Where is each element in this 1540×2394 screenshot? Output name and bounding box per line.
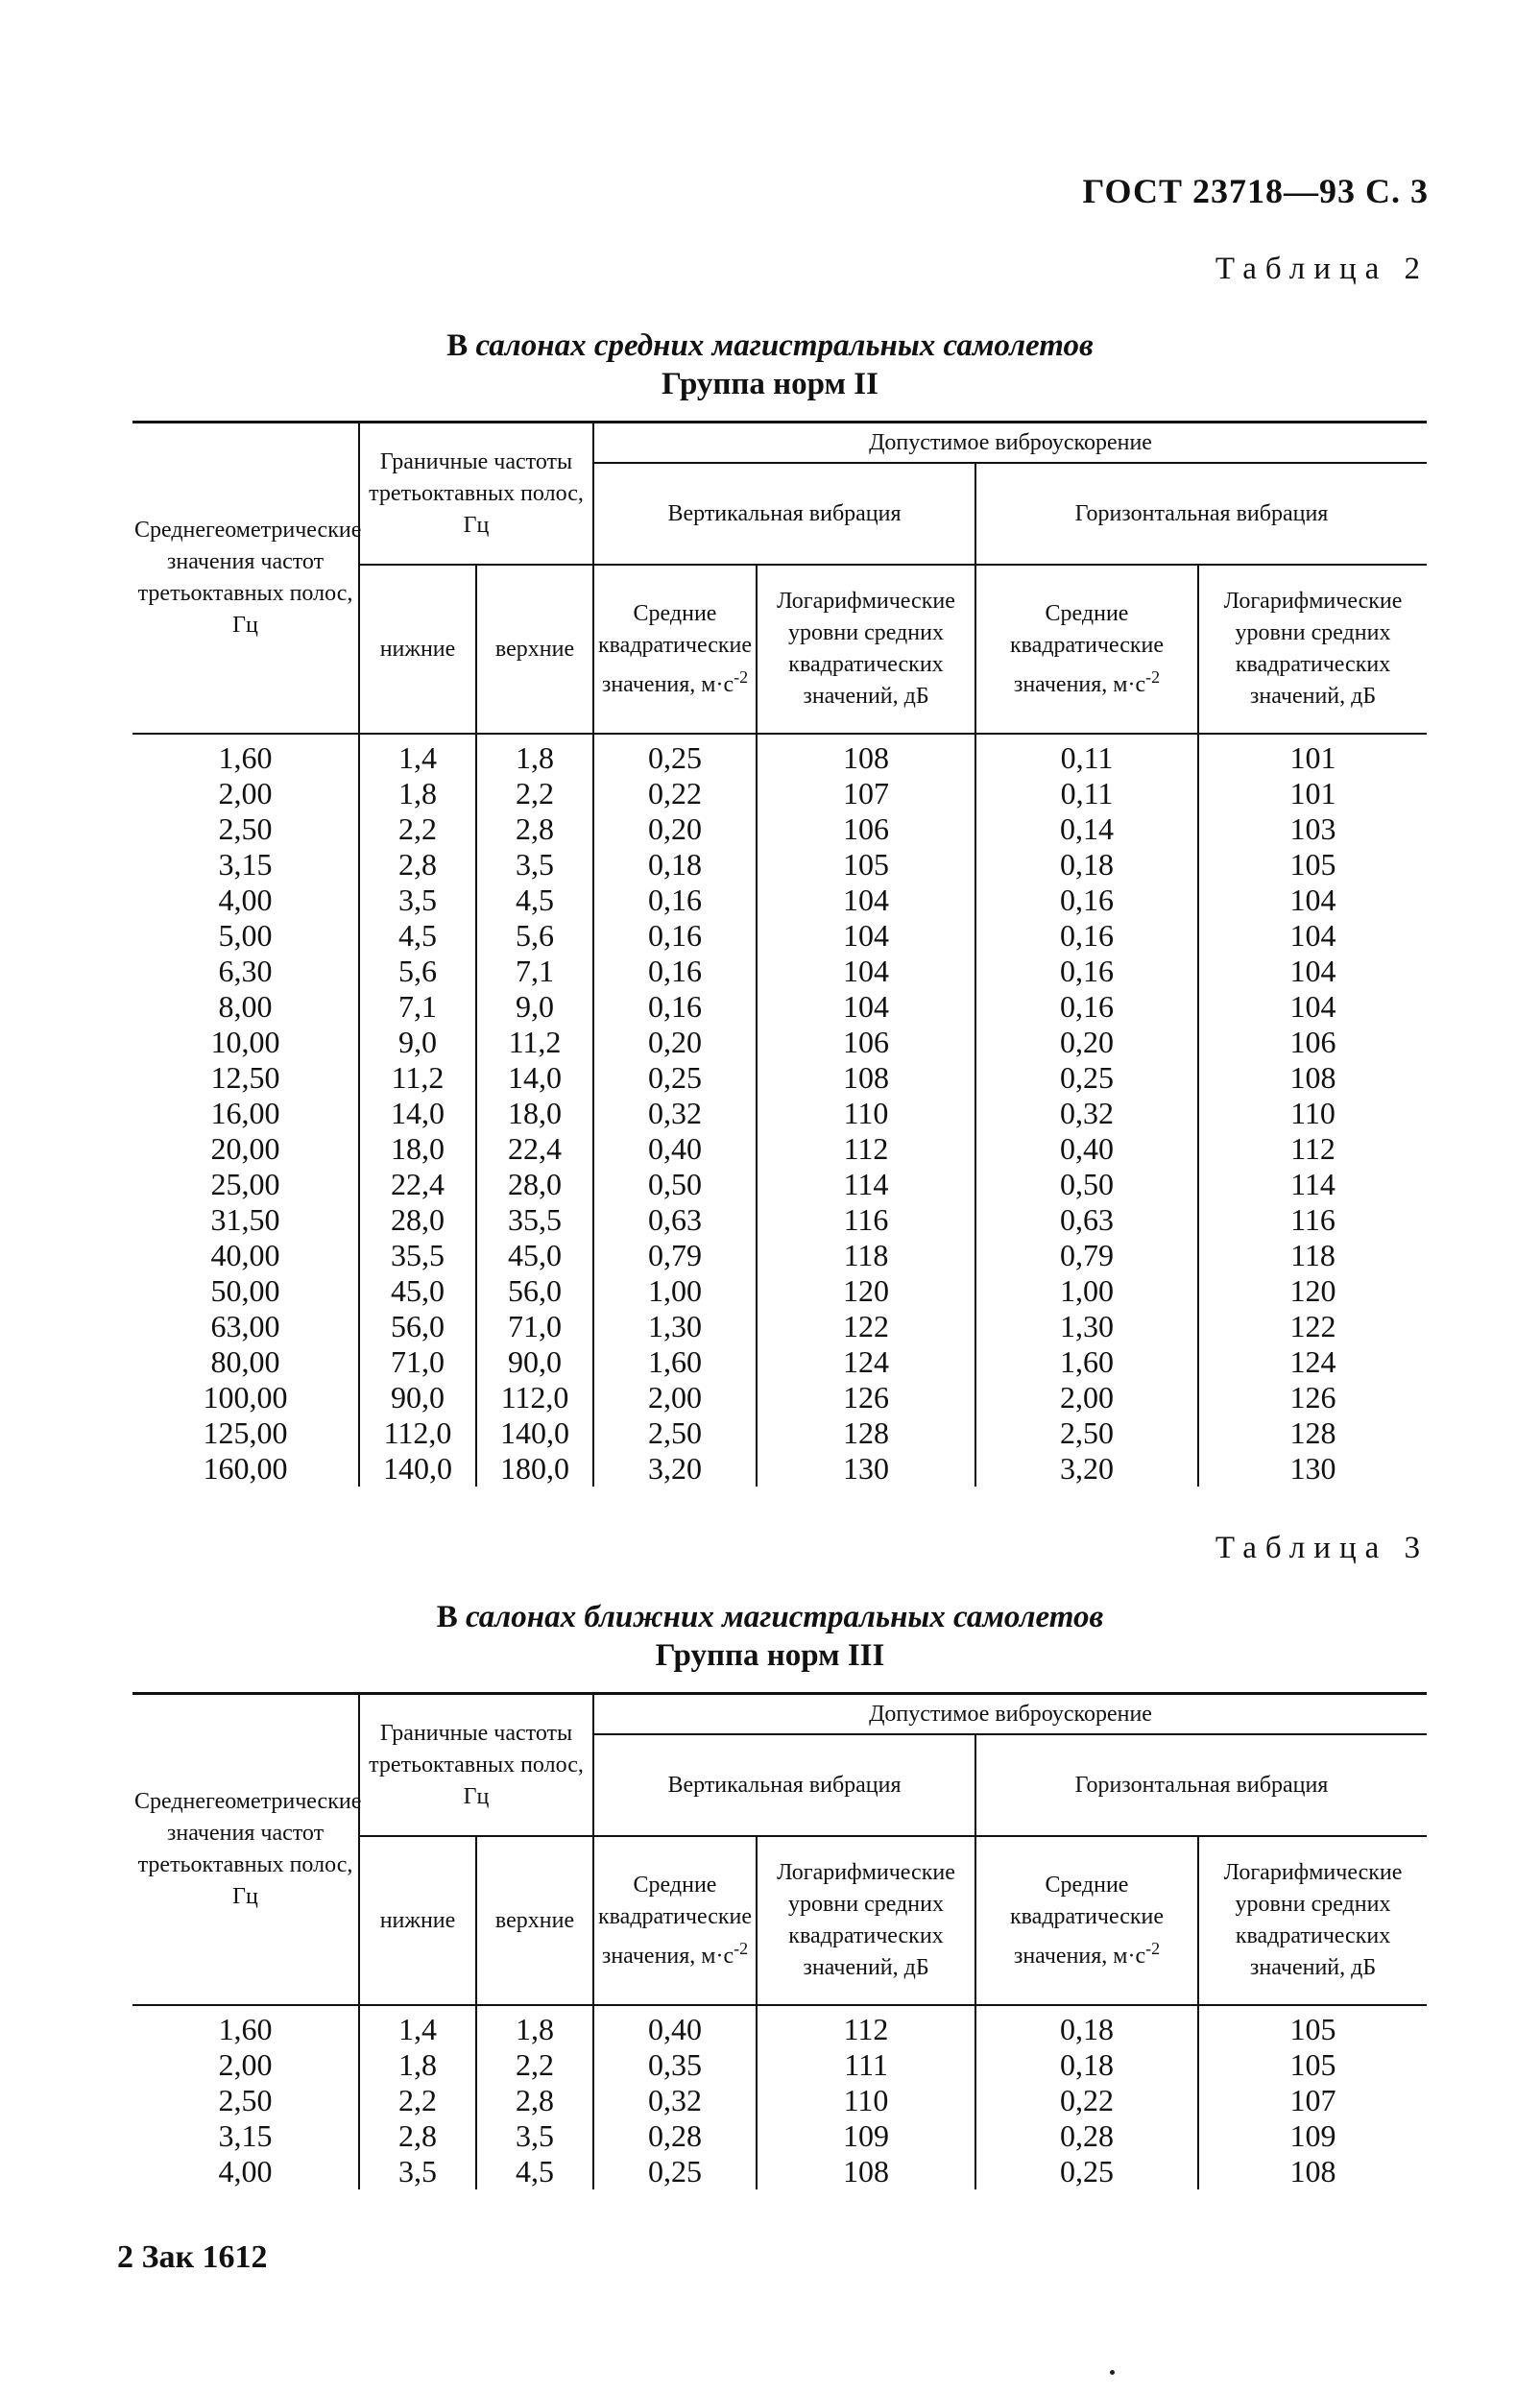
table-row bbox=[132, 1309, 1427, 1344]
v-mean-cell: 1,60 bbox=[593, 1344, 757, 1380]
col-header-horizontal: Горизонтальная вибрация bbox=[975, 463, 1427, 565]
v-log-cell: 118 bbox=[757, 1238, 975, 1273]
lower-cell: 1,8 bbox=[359, 2047, 476, 2083]
upper-cell: 5,6 bbox=[476, 918, 593, 954]
v-log-cell: 104 bbox=[757, 918, 975, 954]
v-log-cell: 109 bbox=[757, 2118, 975, 2154]
v-log-cell: 116 bbox=[757, 1202, 975, 1238]
upper-cell: 3,5 bbox=[476, 847, 593, 883]
lower-cell: 5,6 bbox=[359, 954, 476, 989]
table-row bbox=[132, 2154, 1427, 2189]
table-row bbox=[132, 811, 1427, 847]
table-3-title bbox=[0, 1598, 1540, 1675]
h-log-cell: 116 bbox=[1198, 1202, 1427, 1238]
v-mean-cell: 3,20 bbox=[593, 1451, 757, 1487]
v-log-cell: 106 bbox=[757, 1025, 975, 1060]
v-log-cell: 105 bbox=[757, 847, 975, 883]
lower-cell: 71,0 bbox=[359, 1344, 476, 1380]
h-mean-cell: 0,32 bbox=[975, 1096, 1198, 1131]
v-mean-cell: 0,79 bbox=[593, 1238, 757, 1273]
v-mean-text: Средние квадратические значения, м·с bbox=[597, 1872, 753, 1969]
v-mean-cell: 0,25 bbox=[593, 734, 757, 776]
lower-cell: 1,4 bbox=[359, 734, 476, 776]
v-mean-cell: 0,28 bbox=[593, 2118, 757, 2154]
freq-cell: 12,50 bbox=[132, 1060, 359, 1096]
freq-cell: 20,00 bbox=[132, 1131, 359, 1167]
table-2-body bbox=[132, 734, 1427, 1487]
lower-cell: 2,8 bbox=[359, 847, 476, 883]
h-mean-unit-power: -2 bbox=[1145, 666, 1161, 687]
lower-cell: 35,5 bbox=[359, 1238, 476, 1273]
upper-cell: 2,8 bbox=[476, 811, 593, 847]
v-log-cell: 106 bbox=[757, 811, 975, 847]
table-row bbox=[132, 918, 1427, 954]
h-mean-cell: 2,00 bbox=[975, 1380, 1198, 1415]
v-log-cell: 104 bbox=[757, 954, 975, 989]
upper-cell: 4,5 bbox=[476, 2154, 593, 2189]
col-header-horizontal: Горизонтальная вибрация bbox=[975, 1734, 1427, 1836]
v-log-cell: 130 bbox=[757, 1451, 975, 1487]
lower-cell: 22,4 bbox=[359, 1167, 476, 1202]
table-row bbox=[132, 1025, 1427, 1060]
lower-cell: 1,8 bbox=[359, 776, 476, 811]
freq-cell: 3,15 bbox=[132, 847, 359, 883]
v-mean-cell: 0,40 bbox=[593, 1131, 757, 1167]
table-3-title-prefix: В bbox=[436, 1600, 458, 1634]
v-mean-cell: 0,32 bbox=[593, 1096, 757, 1131]
v-mean-cell: 0,20 bbox=[593, 1025, 757, 1060]
freq-cell: 6,30 bbox=[132, 954, 359, 989]
table-row bbox=[132, 1060, 1427, 1096]
v-log-cell: 112 bbox=[757, 2005, 975, 2047]
table-row bbox=[132, 1415, 1427, 1451]
col-header-lower: нижние bbox=[359, 1836, 476, 2005]
h-mean-cell: 0,63 bbox=[975, 1202, 1198, 1238]
upper-cell: 18,0 bbox=[476, 1096, 593, 1131]
freq-cell: 40,00 bbox=[132, 1238, 359, 1273]
v-log-cell: 104 bbox=[757, 883, 975, 918]
upper-cell: 180,0 bbox=[476, 1451, 593, 1487]
col-header-v-log: Логарифмические уровни средних квадратических значений, дБ bbox=[757, 1836, 975, 2005]
col-header-v-mean bbox=[593, 565, 757, 734]
upper-cell: 9,0 bbox=[476, 989, 593, 1025]
v-log-cell: 128 bbox=[757, 1415, 975, 1451]
table-2-title bbox=[0, 326, 1540, 403]
v-mean-cell: 2,00 bbox=[593, 1380, 757, 1415]
col-header-allowed-accel: Допустимое виброускорение bbox=[593, 1694, 1427, 1735]
h-log-cell: 104 bbox=[1198, 989, 1427, 1025]
freq-cell: 25,00 bbox=[132, 1167, 359, 1202]
col-header-allowed-accel: Допустимое виброускорение bbox=[593, 423, 1427, 464]
lower-cell: 112,0 bbox=[359, 1415, 476, 1451]
table-row bbox=[132, 2047, 1427, 2083]
freq-cell: 10,00 bbox=[132, 1025, 359, 1060]
h-log-cell: 124 bbox=[1198, 1344, 1427, 1380]
h-log-cell: 128 bbox=[1198, 1415, 1427, 1451]
h-mean-cell: 0,40 bbox=[975, 1131, 1198, 1167]
lower-cell: 18,0 bbox=[359, 1131, 476, 1167]
v-mean-cell: 0,22 bbox=[593, 776, 757, 811]
freq-cell: 2,00 bbox=[132, 776, 359, 811]
table-3 bbox=[132, 1692, 1427, 2189]
upper-cell: 45,0 bbox=[476, 1238, 593, 1273]
table-3-label: Таблица 3 bbox=[1215, 1531, 1429, 1565]
v-mean-cell: 1,30 bbox=[593, 1309, 757, 1344]
v-log-cell: 126 bbox=[757, 1380, 975, 1415]
footer-note: 2 Зак 1612 bbox=[117, 2239, 268, 2275]
v-mean-cell: 2,50 bbox=[593, 1415, 757, 1451]
v-log-cell: 104 bbox=[757, 989, 975, 1025]
table-row bbox=[132, 2005, 1427, 2047]
h-mean-cell: 1,30 bbox=[975, 1309, 1198, 1344]
h-mean-cell: 2,50 bbox=[975, 1415, 1198, 1451]
freq-cell: 3,15 bbox=[132, 2118, 359, 2154]
h-mean-cell: 0,50 bbox=[975, 1167, 1198, 1202]
v-log-cell: 108 bbox=[757, 734, 975, 776]
table-row bbox=[132, 2118, 1427, 2154]
h-log-cell: 104 bbox=[1198, 918, 1427, 954]
freq-cell: 160,00 bbox=[132, 1451, 359, 1487]
upper-cell: 2,8 bbox=[476, 2083, 593, 2118]
lower-cell: 9,0 bbox=[359, 1025, 476, 1060]
h-mean-text: Средние квадратические значения, м·с bbox=[1009, 1872, 1165, 1969]
table-row bbox=[132, 1096, 1427, 1131]
lower-cell: 140,0 bbox=[359, 1451, 476, 1487]
upper-cell: 35,5 bbox=[476, 1202, 593, 1238]
v-mean-cell: 0,16 bbox=[593, 989, 757, 1025]
col-header-frequency: Среднегеометрические значения частот третьоктавных полос, Гц bbox=[132, 1694, 359, 2006]
v-mean-cell: 0,40 bbox=[593, 2005, 757, 2047]
col-header-frequency: Среднегеометрические значения частот третьоктавных полос, Гц bbox=[132, 423, 359, 735]
freq-cell: 1,60 bbox=[132, 2005, 359, 2047]
table-row bbox=[132, 847, 1427, 883]
v-log-cell: 124 bbox=[757, 1344, 975, 1380]
v-mean-cell: 0,35 bbox=[593, 2047, 757, 2083]
freq-cell: 2,00 bbox=[132, 2047, 359, 2083]
freq-cell: 31,50 bbox=[132, 1202, 359, 1238]
h-mean-cell: 0,18 bbox=[975, 2005, 1198, 2047]
v-mean-cell: 1,00 bbox=[593, 1273, 757, 1309]
h-mean-cell: 0,25 bbox=[975, 1060, 1198, 1096]
freq-cell: 4,00 bbox=[132, 2154, 359, 2189]
lower-cell: 11,2 bbox=[359, 1060, 476, 1096]
lower-cell: 7,1 bbox=[359, 989, 476, 1025]
h-mean-cell: 0,28 bbox=[975, 2118, 1198, 2154]
lower-cell: 56,0 bbox=[359, 1309, 476, 1344]
v-log-cell: 110 bbox=[757, 2083, 975, 2118]
upper-cell: 7,1 bbox=[476, 954, 593, 989]
h-log-cell: 101 bbox=[1198, 776, 1427, 811]
upper-cell: 2,2 bbox=[476, 2047, 593, 2083]
h-mean-cell: 0,25 bbox=[975, 2154, 1198, 2189]
h-mean-cell: 0,11 bbox=[975, 776, 1198, 811]
table-3-subtitle: Группа норм III bbox=[655, 1638, 885, 1673]
h-mean-unit-power: -2 bbox=[1145, 1938, 1161, 1958]
upper-cell: 56,0 bbox=[476, 1273, 593, 1309]
upper-cell: 14,0 bbox=[476, 1060, 593, 1096]
upper-cell: 3,5 bbox=[476, 2118, 593, 2154]
h-mean-cell: 0,11 bbox=[975, 734, 1198, 776]
col-header-boundary-freq: Граничные частоты третьоктавных полос, Гц bbox=[359, 1694, 593, 1837]
page-header-standard: ГОСТ 23718—93 С. 3 bbox=[1082, 172, 1429, 210]
h-log-cell: 118 bbox=[1198, 1238, 1427, 1273]
v-log-cell: 120 bbox=[757, 1273, 975, 1309]
freq-cell: 5,00 bbox=[132, 918, 359, 954]
upper-cell: 1,8 bbox=[476, 2005, 593, 2047]
h-log-cell: 126 bbox=[1198, 1380, 1427, 1415]
lower-cell: 2,8 bbox=[359, 2118, 476, 2154]
freq-cell: 2,50 bbox=[132, 811, 359, 847]
h-log-cell: 122 bbox=[1198, 1309, 1427, 1344]
h-log-cell: 104 bbox=[1198, 954, 1427, 989]
h-mean-cell: 0,16 bbox=[975, 954, 1198, 989]
h-log-cell: 105 bbox=[1198, 2047, 1427, 2083]
freq-cell: 8,00 bbox=[132, 989, 359, 1025]
table-row bbox=[132, 1167, 1427, 1202]
h-mean-text: Средние квадратические значения, м·с bbox=[1009, 600, 1165, 697]
v-mean-cell: 0,16 bbox=[593, 883, 757, 918]
h-log-cell: 109 bbox=[1198, 2118, 1427, 2154]
h-mean-cell: 0,16 bbox=[975, 989, 1198, 1025]
table-row bbox=[132, 954, 1427, 989]
freq-cell: 125,00 bbox=[132, 1415, 359, 1451]
table-row bbox=[132, 1344, 1427, 1380]
col-header-upper: верхние bbox=[476, 1836, 593, 2005]
v-log-cell: 114 bbox=[757, 1167, 975, 1202]
v-log-cell: 112 bbox=[757, 1131, 975, 1167]
table-3-title-main: салонах ближних магистральных самолетов bbox=[466, 1600, 1104, 1634]
table-2-subtitle: Группа норм II bbox=[662, 367, 878, 401]
v-log-cell: 108 bbox=[757, 1060, 975, 1096]
h-log-cell: 105 bbox=[1198, 847, 1427, 883]
col-header-upper: верхние bbox=[476, 565, 593, 734]
upper-cell: 22,4 bbox=[476, 1131, 593, 1167]
table-2-label: Таблица 2 bbox=[1215, 252, 1429, 286]
table-row bbox=[132, 734, 1427, 776]
v-mean-unit-power: -2 bbox=[734, 666, 749, 687]
h-mean-cell: 0,14 bbox=[975, 811, 1198, 847]
v-mean-cell: 0,63 bbox=[593, 1202, 757, 1238]
h-log-cell: 108 bbox=[1198, 2154, 1427, 2189]
upper-cell: 71,0 bbox=[476, 1309, 593, 1344]
upper-cell: 4,5 bbox=[476, 883, 593, 918]
table-row bbox=[132, 1273, 1427, 1309]
table-2-title-main: салонах средних магистральных самолетов bbox=[475, 328, 1094, 363]
v-log-cell: 111 bbox=[757, 2047, 975, 2083]
h-mean-cell: 0,79 bbox=[975, 1238, 1198, 1273]
h-mean-cell: 0,16 bbox=[975, 883, 1198, 918]
h-mean-cell: 1,00 bbox=[975, 1273, 1198, 1309]
upper-cell: 28,0 bbox=[476, 1167, 593, 1202]
col-header-h-log: Логарифмические уровни средних квадратических значений, дБ bbox=[1198, 565, 1427, 734]
h-log-cell: 101 bbox=[1198, 734, 1427, 776]
h-log-cell: 104 bbox=[1198, 883, 1427, 918]
lower-cell: 28,0 bbox=[359, 1202, 476, 1238]
h-mean-cell: 1,60 bbox=[975, 1344, 1198, 1380]
h-mean-cell: 0,18 bbox=[975, 2047, 1198, 2083]
h-log-cell: 112 bbox=[1198, 1131, 1427, 1167]
h-log-cell: 107 bbox=[1198, 2083, 1427, 2118]
v-mean-cell: 0,18 bbox=[593, 847, 757, 883]
lower-cell: 1,4 bbox=[359, 2005, 476, 2047]
v-mean-cell: 0,50 bbox=[593, 1167, 757, 1202]
table-3-body bbox=[132, 2005, 1427, 2189]
upper-cell: 1,8 bbox=[476, 734, 593, 776]
freq-cell: 2,50 bbox=[132, 2083, 359, 2118]
v-mean-cell: 0,32 bbox=[593, 2083, 757, 2118]
col-header-h-log: Логарифмические уровни средних квадратических значений, дБ bbox=[1198, 1836, 1427, 2005]
h-mean-cell: 0,18 bbox=[975, 847, 1198, 883]
table-row bbox=[132, 989, 1427, 1025]
v-mean-cell: 0,25 bbox=[593, 2154, 757, 2189]
v-log-cell: 107 bbox=[757, 776, 975, 811]
h-log-cell: 105 bbox=[1198, 2005, 1427, 2047]
h-log-cell: 106 bbox=[1198, 1025, 1427, 1060]
h-log-cell: 110 bbox=[1198, 1096, 1427, 1131]
print-speck bbox=[1110, 2370, 1115, 2375]
upper-cell: 2,2 bbox=[476, 776, 593, 811]
table-2-title-prefix: В bbox=[446, 328, 469, 363]
table-row bbox=[132, 776, 1427, 811]
table-row bbox=[132, 883, 1427, 918]
lower-cell: 45,0 bbox=[359, 1273, 476, 1309]
h-mean-cell: 0,16 bbox=[975, 918, 1198, 954]
h-mean-cell: 0,22 bbox=[975, 2083, 1198, 2118]
col-header-vertical: Вертикальная вибрация bbox=[593, 1734, 975, 1836]
col-header-boundary-freq: Граничные частоты третьоктавных полос, Гц bbox=[359, 423, 593, 566]
freq-cell: 16,00 bbox=[132, 1096, 359, 1131]
table-row bbox=[132, 1131, 1427, 1167]
freq-cell: 63,00 bbox=[132, 1309, 359, 1344]
freq-cell: 80,00 bbox=[132, 1344, 359, 1380]
freq-cell: 100,00 bbox=[132, 1380, 359, 1415]
v-mean-unit-power: -2 bbox=[734, 1938, 749, 1958]
col-header-v-mean bbox=[593, 1836, 757, 2005]
upper-cell: 90,0 bbox=[476, 1344, 593, 1380]
v-log-cell: 122 bbox=[757, 1309, 975, 1344]
h-log-cell: 130 bbox=[1198, 1451, 1427, 1487]
col-header-h-mean bbox=[975, 1836, 1198, 2005]
v-mean-text: Средние квадратические значения, м·с bbox=[597, 600, 753, 697]
h-mean-cell: 0,20 bbox=[975, 1025, 1198, 1060]
col-header-v-log: Логарифмические уровни средних квадратических значений, дБ bbox=[757, 565, 975, 734]
v-log-cell: 110 bbox=[757, 1096, 975, 1131]
h-log-cell: 114 bbox=[1198, 1167, 1427, 1202]
v-log-cell: 108 bbox=[757, 2154, 975, 2189]
table-row bbox=[132, 1451, 1427, 1487]
freq-cell: 1,60 bbox=[132, 734, 359, 776]
lower-cell: 4,5 bbox=[359, 918, 476, 954]
v-mean-cell: 0,20 bbox=[593, 811, 757, 847]
lower-cell: 3,5 bbox=[359, 2154, 476, 2189]
lower-cell: 14,0 bbox=[359, 1096, 476, 1131]
upper-cell: 112,0 bbox=[476, 1380, 593, 1415]
v-mean-cell: 0,16 bbox=[593, 918, 757, 954]
col-header-h-mean bbox=[975, 565, 1198, 734]
h-log-cell: 108 bbox=[1198, 1060, 1427, 1096]
lower-cell: 2,2 bbox=[359, 811, 476, 847]
freq-cell: 50,00 bbox=[132, 1273, 359, 1309]
v-mean-cell: 0,25 bbox=[593, 1060, 757, 1096]
table-row bbox=[132, 1380, 1427, 1415]
upper-cell: 11,2 bbox=[476, 1025, 593, 1060]
table-2 bbox=[132, 421, 1427, 1487]
lower-cell: 2,2 bbox=[359, 2083, 476, 2118]
col-header-vertical: Вертикальная вибрация bbox=[593, 463, 975, 565]
h-mean-cell: 3,20 bbox=[975, 1451, 1198, 1487]
table-row bbox=[132, 1202, 1427, 1238]
lower-cell: 3,5 bbox=[359, 883, 476, 918]
table-row bbox=[132, 1238, 1427, 1273]
lower-cell: 90,0 bbox=[359, 1380, 476, 1415]
h-log-cell: 103 bbox=[1198, 811, 1427, 847]
v-mean-cell: 0,16 bbox=[593, 954, 757, 989]
upper-cell: 140,0 bbox=[476, 1415, 593, 1451]
freq-cell: 4,00 bbox=[132, 883, 359, 918]
h-log-cell: 120 bbox=[1198, 1273, 1427, 1309]
col-header-lower: нижние bbox=[359, 565, 476, 734]
table-row bbox=[132, 2083, 1427, 2118]
